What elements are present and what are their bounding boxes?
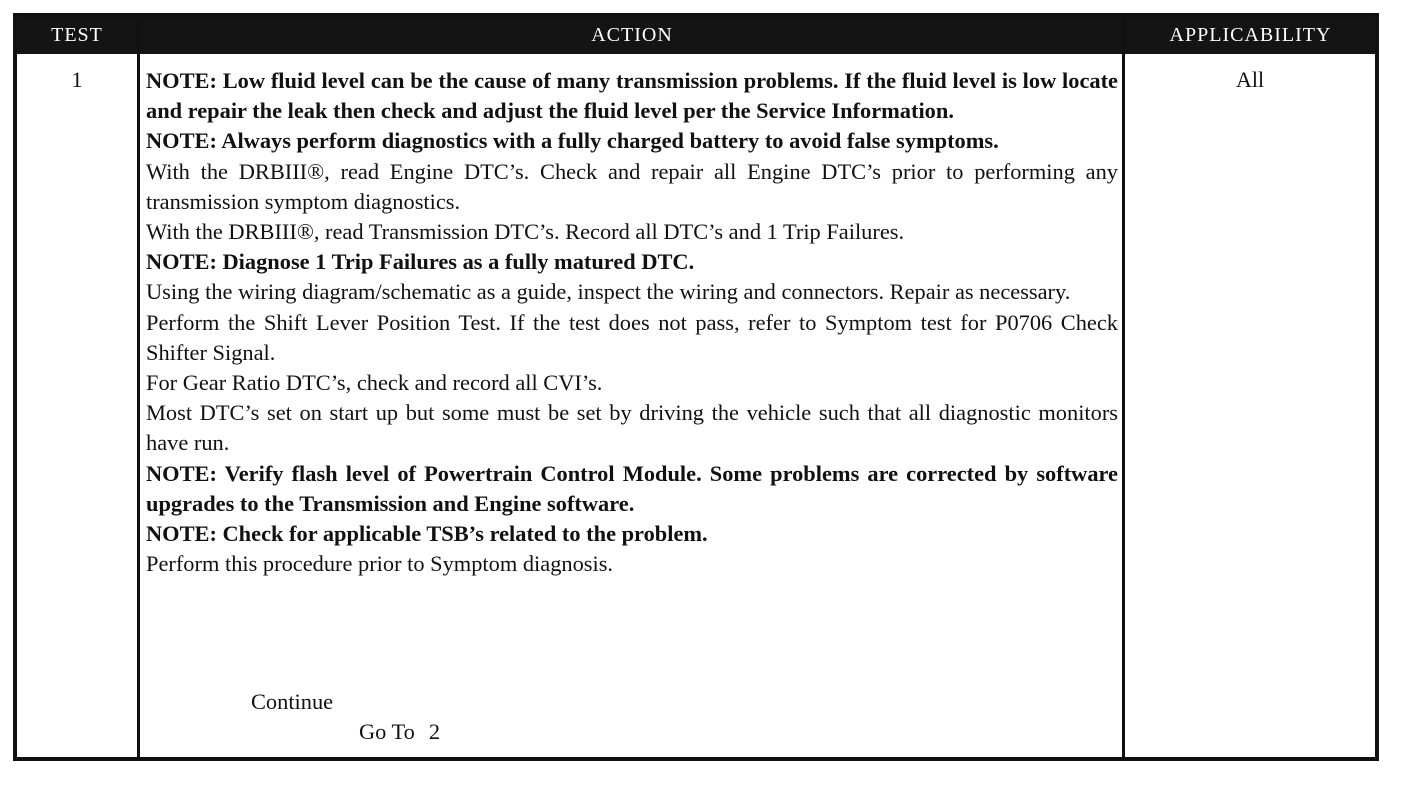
goto-line — [359, 719, 440, 745]
table-header — [17, 17, 1375, 54]
test-number: 1 — [71, 67, 83, 92]
action-text — [146, 66, 1118, 579]
column-divider-applicability — [1122, 17, 1125, 757]
note-paragraph: NOTE: Check for applicable TSB’s related to the problem. — [146, 521, 708, 547]
instruction-paragraph: With the DRBIII®, read Transmission DTC’s. Record all DTC’s and 1 Trip Failures. — [146, 219, 905, 245]
header-action: ACTION — [591, 24, 673, 46]
instruction-paragraph: Perform this procedure prior to Symptom diagnosis. — [146, 551, 614, 577]
header-test: TEST — [51, 24, 103, 46]
column-divider-test — [137, 17, 140, 757]
instruction-paragraph: Perform the Shift Lever Position Test. If the test does not pass, refer to Symptom test for P0706 Check Shifter Signal. — [146, 309, 1118, 365]
applicability-value: All — [1235, 67, 1265, 92]
continue-label: Continue — [251, 689, 334, 714]
note-paragraph: NOTE: Diagnose 1 Trip Failures as a fully matured DTC. — [146, 249, 695, 275]
instruction-paragraph: For Gear Ratio DTC’s, check and record all CVI’s. — [146, 370, 603, 396]
instruction-paragraph: With the DRBIII®, read Engine DTC’s. Check and repair all Engine DTC’s prior to performing any transmission symptom diagnostics. — [146, 158, 1118, 214]
header-applicability: APPLICABILITY — [1169, 24, 1332, 46]
note-paragraph: NOTE: Low fluid level can be the cause of many transmission problems. If the fluid level is low locate and repair the leak then check and adjust the fluid level per the Service Information. — [146, 68, 1118, 124]
note-paragraph: NOTE: Always perform diagnostics with a fully charged battery to avoid false symptoms. — [146, 128, 999, 154]
instruction-paragraph: Using the wiring diagram/schematic as a guide, inspect the wiring and connectors. Repair as necessary. — [146, 279, 1071, 305]
diagnostic-table — [13, 13, 1379, 761]
goto-target: 2 — [428, 719, 441, 744]
note-paragraph: NOTE: Verify flash level of Powertrain Control Module. Some problems are corrected by software upgrades to the Transmission and Engine software. — [146, 460, 1118, 516]
goto-label: Go To — [359, 719, 415, 744]
instruction-paragraph: Most DTC’s set on start up but some must be set by driving the vehicle such that all diagnostic monitors have run. — [146, 400, 1118, 456]
